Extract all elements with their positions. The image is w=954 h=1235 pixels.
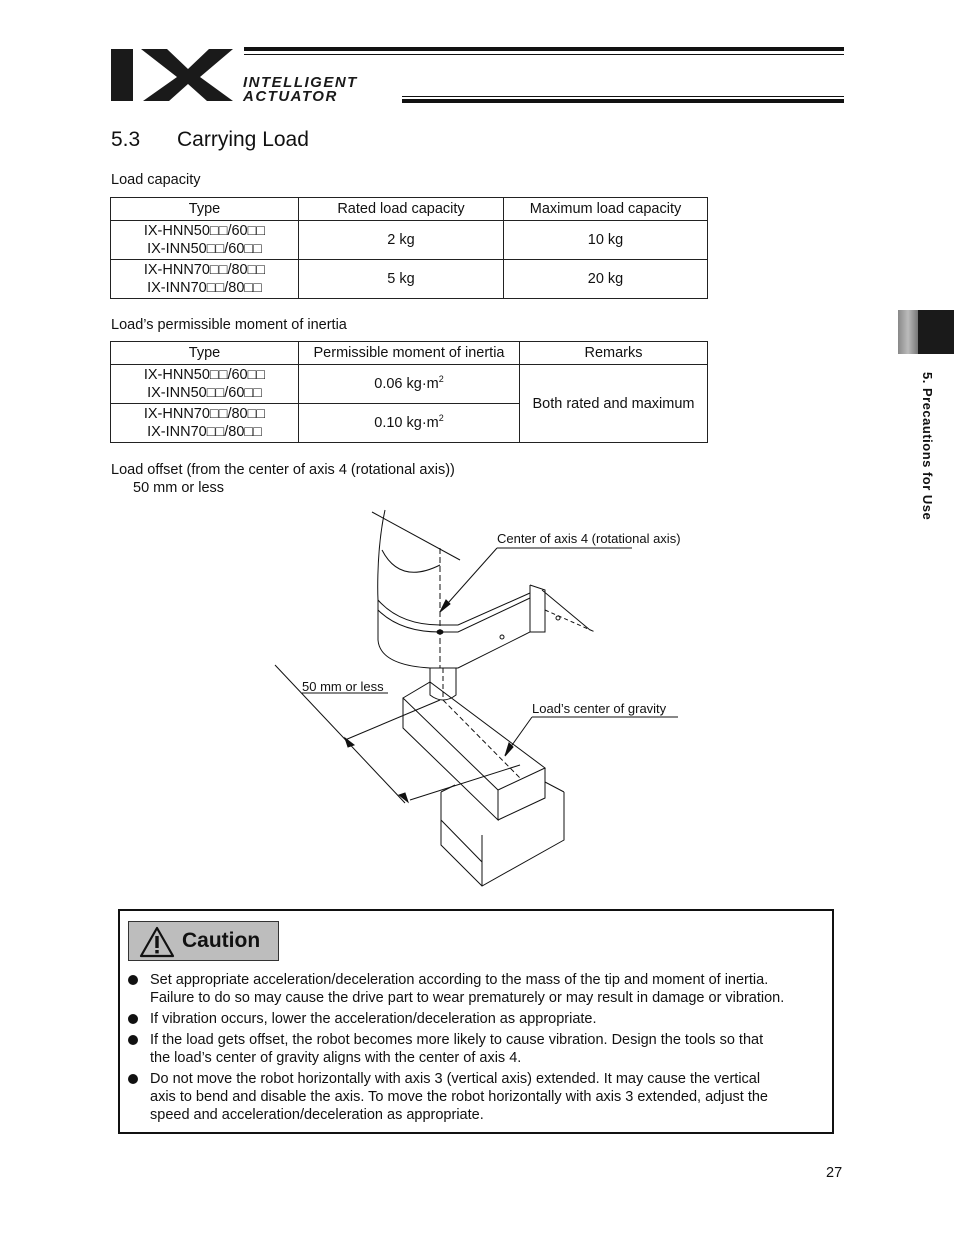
base-box-edge xyxy=(441,820,482,886)
type-line: IX-HNN70□□/80□□ xyxy=(143,406,266,422)
item-line: Do not move the robot horizontally with axis 3 (vertical axis) extended. It may cause the vertical xyxy=(150,1071,761,1087)
callout-offset: 50 mm or less xyxy=(302,679,384,694)
section-title-text: Carrying Load xyxy=(177,128,309,151)
table-header-row xyxy=(111,198,708,221)
bullet-icon xyxy=(128,1074,138,1084)
inertia-exponent: 2 xyxy=(438,413,444,423)
header-cell: Type xyxy=(111,198,299,221)
item-line: Failure to do so may cause the drive part to wear prematurely or may result in damage or vibration. xyxy=(150,990,785,1006)
bullet-icon xyxy=(128,1014,138,1024)
list-item xyxy=(128,1070,828,1124)
callout-axis: Center of axis 4 (rotational axis) xyxy=(497,531,681,546)
caution-header xyxy=(128,921,279,961)
header-cell: Permissible moment of inertia xyxy=(299,342,520,365)
page-number: 27 xyxy=(826,1165,843,1181)
header-rule-top-thin xyxy=(244,54,844,55)
type-line: IX-HNN50□□/60□□ xyxy=(143,223,266,239)
type-cell xyxy=(111,221,299,260)
table-row xyxy=(111,365,708,404)
item-line: speed and acceleration/deceleration as appropriate. xyxy=(150,1107,484,1123)
header-cell: Maximum load capacity xyxy=(504,198,708,221)
rated-cell: 2 kg xyxy=(299,221,504,260)
header-rule-top xyxy=(244,47,844,51)
table-row xyxy=(111,221,708,260)
load-capacity-label: Load capacity xyxy=(111,172,201,188)
inertia-value: 0.06 kg·m xyxy=(374,376,439,392)
table-header-row xyxy=(111,342,708,365)
type-line: IX-INN50□□/60□□ xyxy=(147,241,262,257)
dimension-extension xyxy=(410,765,520,800)
arm-tip xyxy=(542,590,590,630)
header-rule-bottom-thin xyxy=(402,96,844,97)
type-line: IX-HNN70□□/80□□ xyxy=(143,262,266,278)
rated-cell: 5 kg xyxy=(299,260,504,299)
item-line: axis to bend and disable the axis. To move the robot horizontally with axis 3 extended, adjust the xyxy=(150,1089,768,1105)
warning-icon xyxy=(139,926,175,958)
caution-title: Caution xyxy=(182,929,261,952)
remarks-cell: Both rated and maximum xyxy=(520,365,708,443)
arm-hole xyxy=(500,635,504,639)
caution-list xyxy=(128,971,828,1127)
load-offset-diagram xyxy=(270,505,710,895)
dimension-arrow xyxy=(345,738,354,747)
inertia-table xyxy=(110,341,708,443)
type-line: IX-INN70□□/80□□ xyxy=(147,424,262,440)
max-cell: 20 kg xyxy=(504,260,708,299)
type-cell xyxy=(111,404,299,443)
inertia-label: Load’s permissible moment of inertia xyxy=(111,317,347,333)
inertia-value: 0.10 kg·m xyxy=(374,415,439,431)
axis-mark xyxy=(437,630,443,634)
base-box-top xyxy=(441,782,564,792)
arm-top-curve xyxy=(382,550,440,572)
max-cell: 10 kg xyxy=(504,221,708,260)
item-line: Set appropriate acceleration/deceleration according to the mass of the tip and moment of inertia. xyxy=(150,972,769,988)
header-cell: Rated load capacity xyxy=(299,198,504,221)
type-cell xyxy=(111,365,299,404)
list-item xyxy=(128,1031,828,1067)
item-line: If the load gets offset, the robot becomes more likely to cause vibration. Design the tools so that xyxy=(150,1032,764,1048)
load-block-side xyxy=(498,768,545,820)
leader-arrow xyxy=(440,600,450,612)
callout-gravity: Load’s center of gravity xyxy=(532,701,667,716)
item-line: the load’s center of gravity aligns with the center of axis 4. xyxy=(150,1050,522,1066)
load-block-top xyxy=(403,682,545,790)
arm-connector xyxy=(530,585,545,632)
offset-value: 50 mm or less xyxy=(133,480,225,496)
list-item xyxy=(128,1010,828,1028)
inertia-exponent: 2 xyxy=(438,374,444,384)
list-item xyxy=(128,971,828,1007)
load-block-front xyxy=(403,698,498,820)
header-cell: Remarks xyxy=(520,342,708,365)
logo-line2: ACTUATOR xyxy=(243,88,338,103)
type-line: IX-INN70□□/80□□ xyxy=(147,280,262,296)
arm-hole xyxy=(556,616,560,620)
side-tab-label: 5. Precautions for Use xyxy=(920,372,935,521)
section-number: 5.3 xyxy=(111,128,141,151)
type-cell xyxy=(111,260,299,299)
arm-extension-line xyxy=(372,512,460,560)
load-capacity-table xyxy=(110,197,708,299)
bullet-icon xyxy=(128,975,138,985)
type-line: IX-INN50□□/60□□ xyxy=(147,385,262,401)
inertia-value-cell xyxy=(299,404,520,443)
table-row xyxy=(111,260,708,299)
type-line: IX-HNN50□□/60□□ xyxy=(143,367,266,383)
ix-logo xyxy=(111,47,416,103)
header-cell: Type xyxy=(111,342,299,365)
side-tab-grey xyxy=(898,310,918,354)
inertia-value-cell xyxy=(299,365,520,404)
item-line: If vibration occurs, lower the acceleration/deceleration as appropriate. xyxy=(150,1011,597,1027)
logo-line1: INTELLIGENT xyxy=(243,74,358,91)
header-rule-bottom xyxy=(402,99,844,103)
offset-label: Load offset (from the center of axis 4 (rotational axis)) xyxy=(111,462,455,478)
side-tab-black xyxy=(918,310,954,354)
bullet-icon xyxy=(128,1035,138,1045)
section-title xyxy=(111,128,309,152)
load-centerline xyxy=(443,700,520,778)
